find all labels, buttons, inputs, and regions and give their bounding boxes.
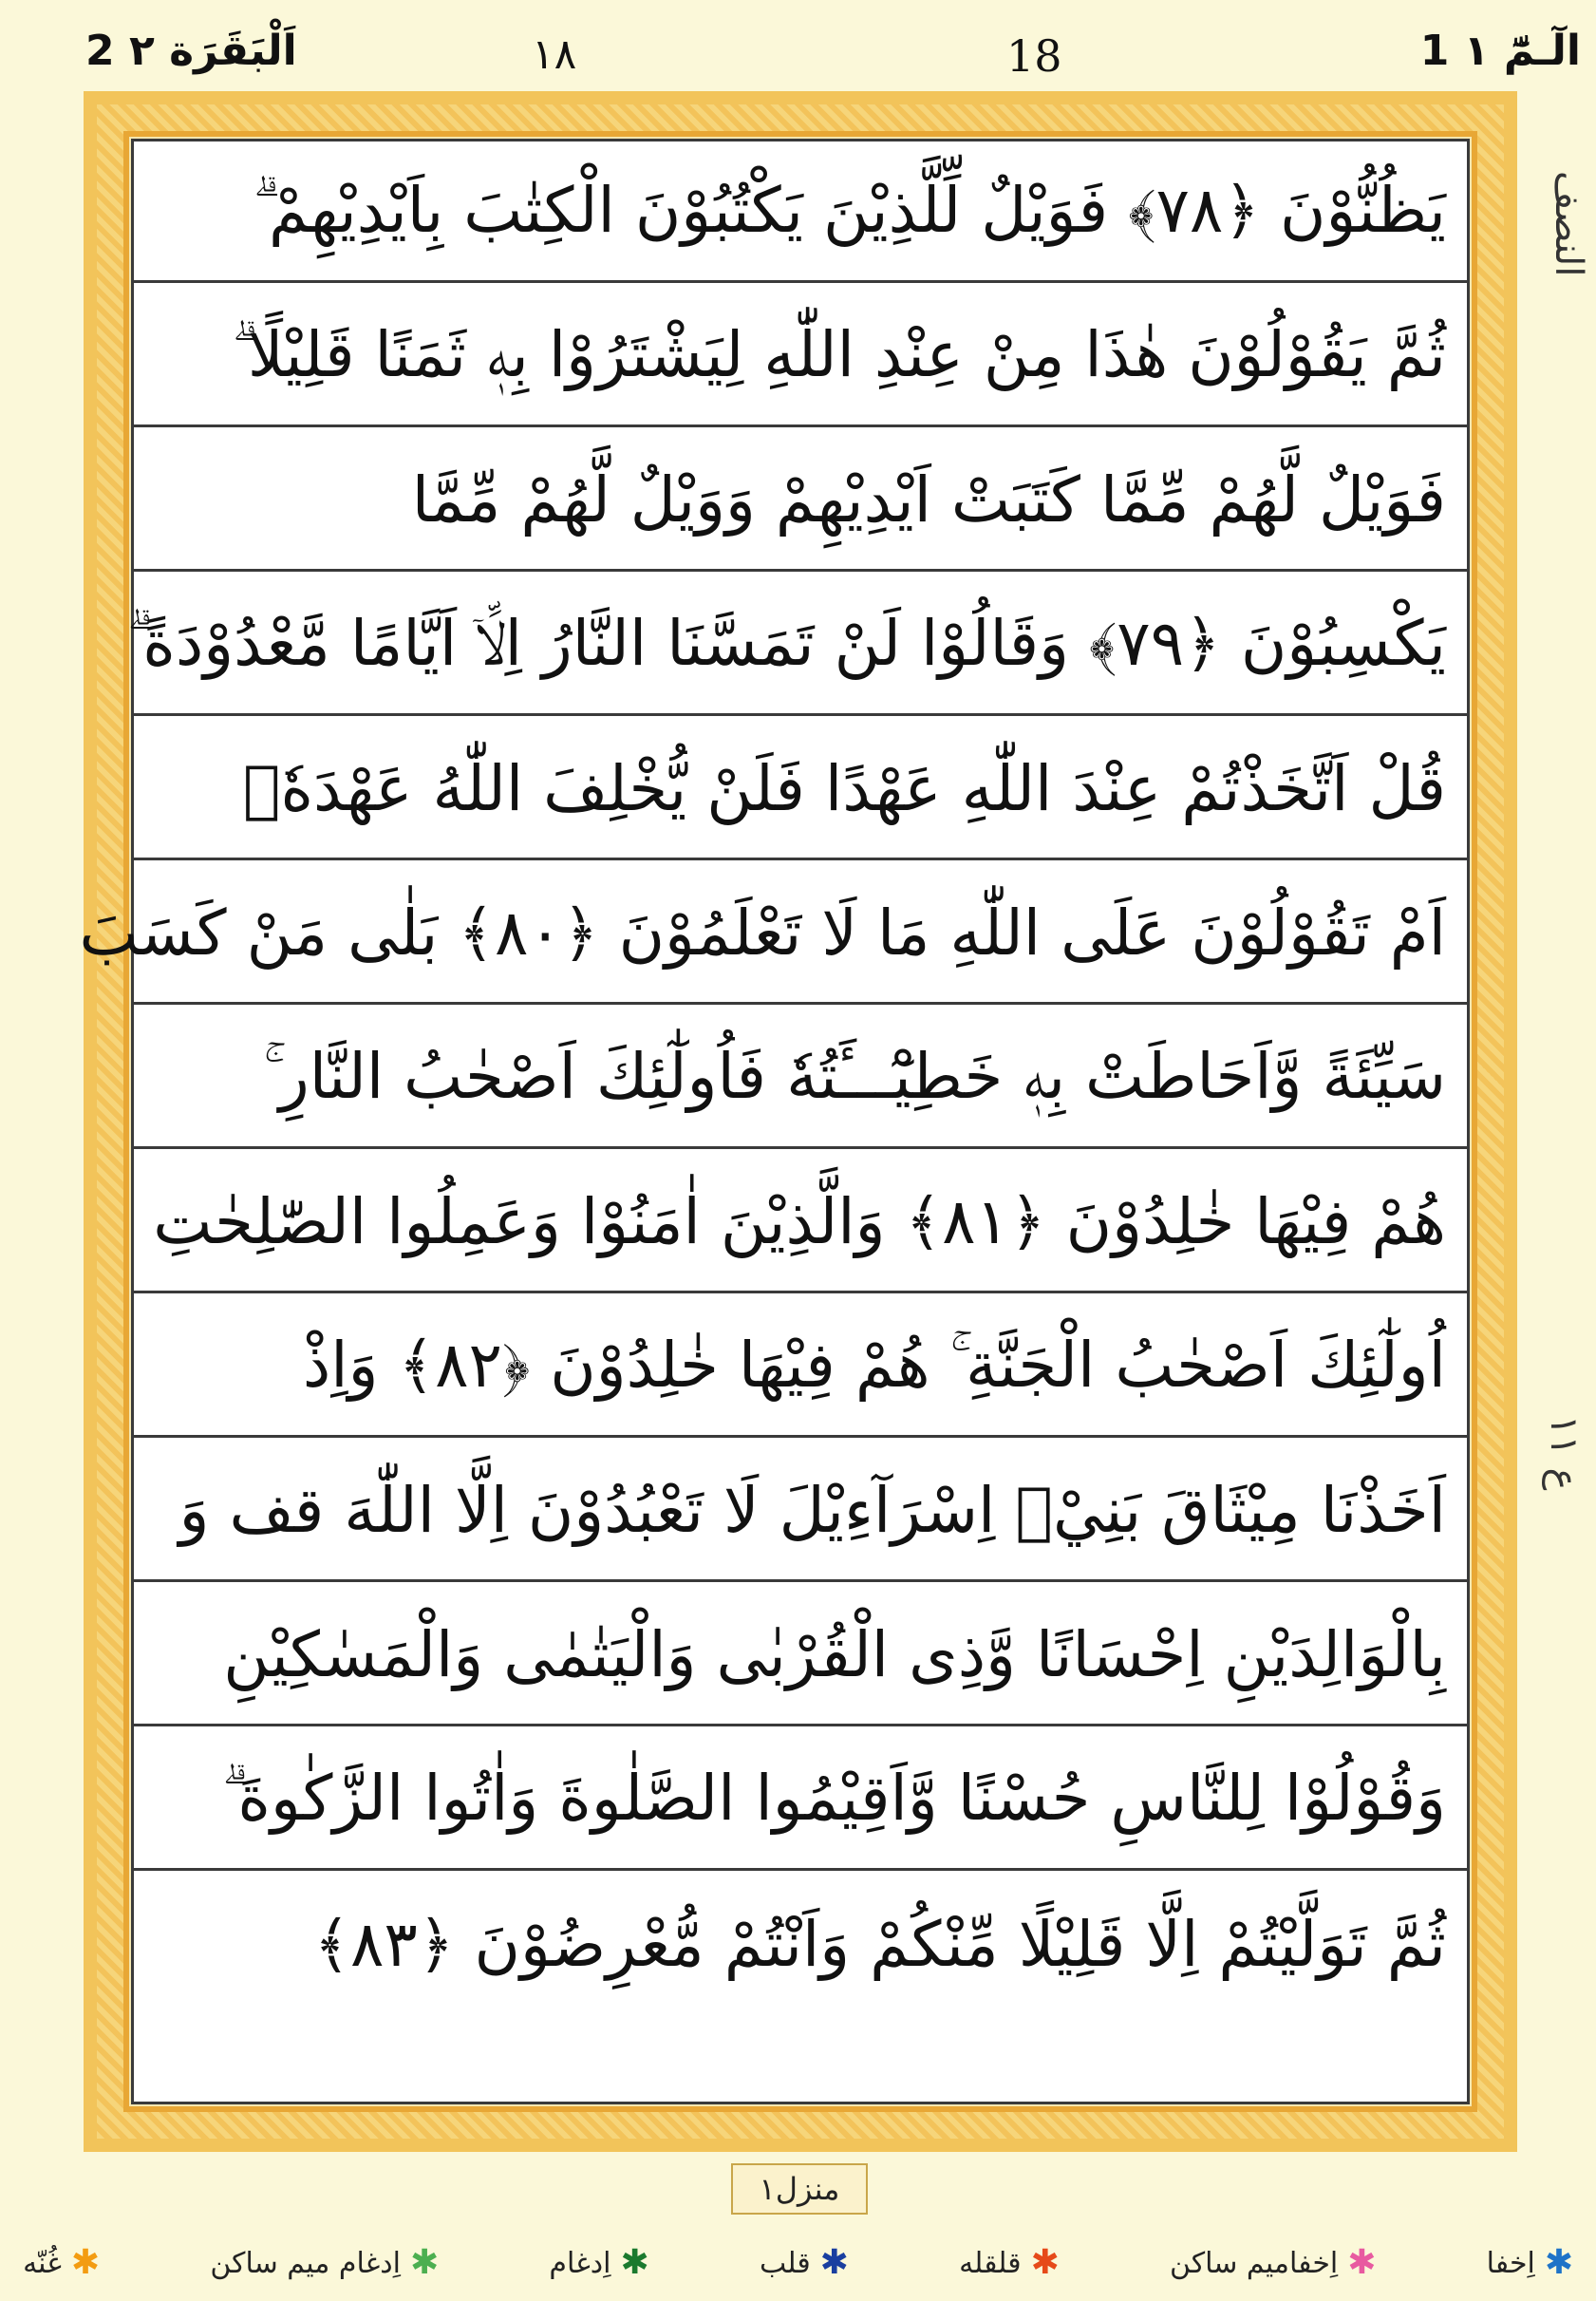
star-icon: ✱	[819, 2243, 849, 2282]
margin-note-ruku: ع ١١	[1542, 1415, 1586, 1491]
legend-item-ikhfa-meem	[1169, 2243, 1377, 2282]
star-icon: ✱	[1030, 2243, 1060, 2282]
page-number: 18	[1006, 30, 1062, 82]
star-icon: ✱	[620, 2243, 649, 2282]
legend-item-ghunna	[23, 2243, 101, 2282]
verse-line-11: بِالْوَالِدَيْنِ اِحْسَانًا وَّذِى الْقُرْبٰى وَالْيَتٰمٰى وَالْمَسٰكِيْنِ	[134, 1585, 1467, 1726]
star-icon: ✱	[1347, 2243, 1377, 2282]
legend-label: قلب	[759, 2246, 811, 2280]
legend-item-ikhfa	[1486, 2243, 1573, 2282]
legend-label: اِخفا	[1486, 2246, 1535, 2280]
star-icon: ✱	[409, 2243, 440, 2282]
page-border	[79, 91, 1517, 2152]
tajweed-legend	[0, 2230, 1596, 2296]
verse-line-5: قُلْ اَتَّخَذْتُمْ عِنْدَ اللّٰهِ عَهْدًا فَلَنْ يُّخْلِفَ اللّٰهُ عَهْدَهٗۤ	[134, 719, 1467, 860]
legend-item-qalqala	[959, 2243, 1060, 2282]
star-icon: ✱	[70, 2243, 101, 2282]
legend-label: اِدغام	[549, 2246, 611, 2280]
verse-text-area	[79, 139, 1470, 2104]
legend-label: قلقله	[959, 2246, 1022, 2280]
margin-note-nisf: النصف	[1547, 171, 1590, 277]
verse-line-7: سَيِّئَةً وَّاَحَاطَتْ بِهٖ خَطِيْٓـــَٔتُهٗ فَاُولٰٓئِكَ اَصْحٰبُ النَّارِ ۚ	[134, 1008, 1467, 1149]
verse-line-1: يَظُنُّوْنَ ﴿٧٨﴾ فَوَيْلٌ لِّلَّذِيْنَ يَكْتُبُوْنَ الْكِتٰبَ بِاَيْدِيْهِمْ ۗ	[134, 141, 1467, 283]
surah-name: 2 اَلْبَقَرَة ٢	[85, 27, 297, 75]
legend-item-idgham	[549, 2243, 649, 2282]
verse-line-8: هُمْ فِيْهَا خٰلِدُوْنَ ﴿٨١﴾ وَالَّذِيْنَ اٰمَنُوْا وَعَمِلُوا الصّٰلِحٰتِ	[134, 1152, 1467, 1293]
legend-item-idgham-meem	[210, 2243, 440, 2282]
legend-item-qalb	[759, 2243, 849, 2282]
legend-label: اِخفاميم ساكن	[1169, 2246, 1339, 2280]
verse-line-3: فَوَيْلٌ لَّهُمْ مِّمَّا كَتَبَتْ اَيْدِيْهِمْ وَوَيْلٌ لَّهُمْ مِّمَّا	[134, 430, 1467, 572]
legend-label: اِدغام ميم ساكن	[210, 2246, 401, 2280]
verse-line-12: وَقُوْلُوْا لِلنَّاسِ حُسْنًا وَّاَقِيْمُوا الصَّلٰوةَ وَاٰتُوا الزَّكٰوةَ ۗ	[134, 1729, 1467, 1871]
page-number-arabic: ١٨	[532, 30, 577, 79]
verse-line-9: اُولٰٓئِكَ اَصْحٰبُ الْجَنَّةِ ۚ هُمْ فِيْهَا خٰلِدُوْنَ ﴿٨٢﴾ وَاِذْ	[134, 1296, 1467, 1438]
star-icon: ✱	[1544, 2243, 1573, 2282]
verse-line-4: يَكْسِبُوْنَ ﴿٧٩﴾ وَقَالُوْا لَنْ تَمَسَّنَا النَّارُ اِلَّاۤ اَيَّامًا مَّعْدُوْدَةً ۗ	[134, 575, 1467, 716]
verse-line-6: اَمْ تَقُوْلُوْنَ عَلَى اللّٰهِ مَا لَا تَعْلَمُوْنَ ﴿٨٠﴾ بَلٰى مَنْ كَسَبَ	[134, 863, 1467, 1005]
verse-line-13: ثُمَّ تَوَلَّيْتُمْ اِلَّا قَلِيْلًا مِّنْكُمْ وَاَنْتُمْ مُّعْرِضُوْنَ ﴿٨٣﴾	[313, 1908, 1446, 1981]
page-header	[0, 0, 1596, 95]
manzil-label: منزل١	[731, 2163, 868, 2215]
juz-name: 1 الٓـمّٓ ١	[1419, 27, 1581, 75]
legend-label: غُنّه	[23, 2246, 62, 2280]
verse-line-2: ثُمَّ يَقُوْلُوْنَ هٰذَا مِنْ عِنْدِ اللّٰهِ لِيَشْتَرُوْا بِهٖ ثَمَنًا قَلِيْلًا ۗ	[134, 286, 1467, 427]
verse-line-10: اَخَذْنَا مِيْثَاقَ بَنِيْۤ اِسْرَآءِيْلَ لَا تَعْبُدُوْنَ اِلَّا اللّٰهَ قف وَ	[134, 1441, 1467, 1582]
